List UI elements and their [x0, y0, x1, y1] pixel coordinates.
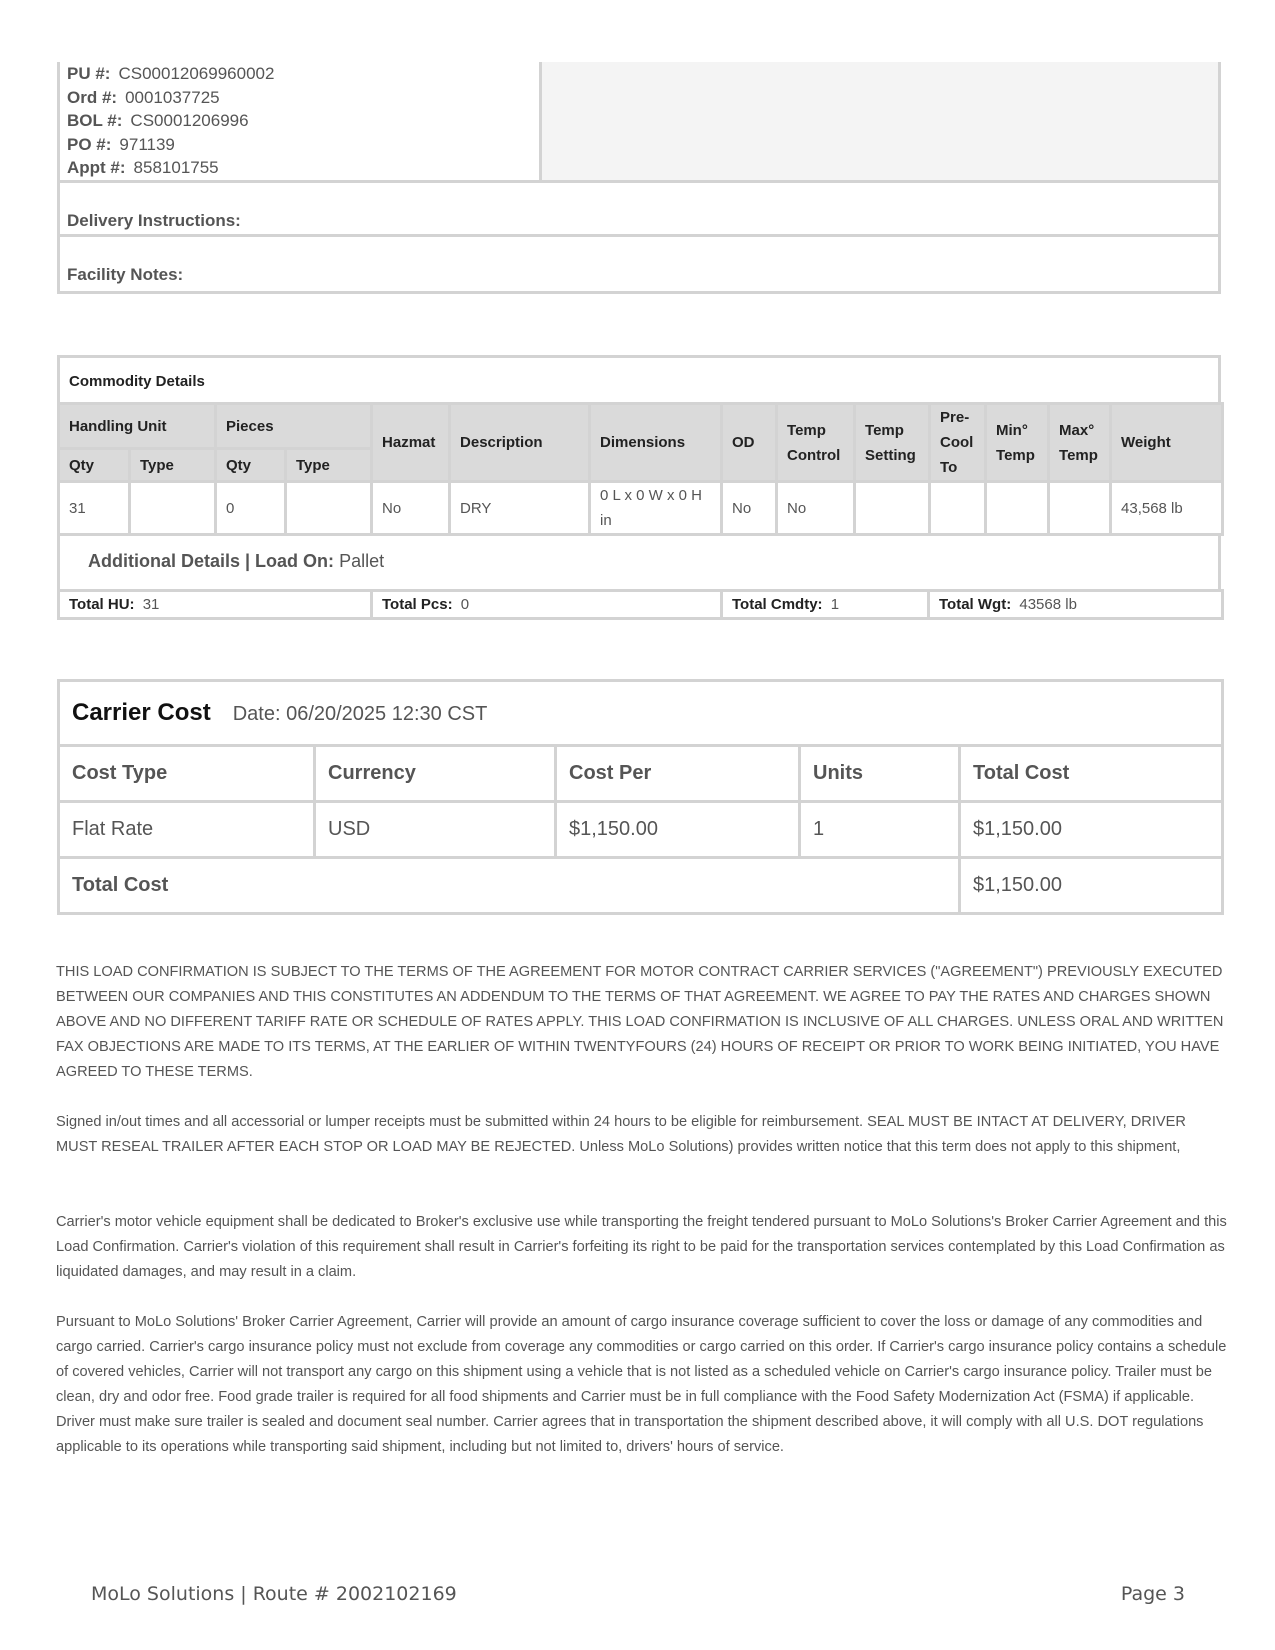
max-temp-header: Max° Temp — [1049, 404, 1111, 482]
divider — [57, 234, 1221, 237]
pcs-qty-header: Qty — [216, 449, 286, 482]
reference-po: PO #: 971139 — [67, 134, 175, 154]
hu-type-cell — [130, 482, 216, 535]
footer-page-number: Page 3 — [1120, 1583, 1185, 1605]
pcs-qty-cell: 0 — [216, 482, 286, 535]
od-header: OD — [722, 404, 777, 482]
od-cell: No — [722, 482, 777, 535]
hu-qty-cell: 31 — [59, 482, 130, 535]
total-cmdty: Total Cmdty: 1 — [722, 591, 929, 619]
temp-control-cell: No — [777, 482, 855, 535]
reference-divider — [539, 62, 542, 182]
dimensions-cell: 0 L x 0 W x 0 H in — [590, 482, 722, 535]
weight-cell: 43,568 lb — [1111, 482, 1223, 535]
pcs-type-header: Type — [286, 449, 372, 482]
total-cost-label: Total Cost — [59, 858, 960, 914]
load-on-value: Pallet — [339, 551, 385, 571]
additional-details — [57, 533, 1221, 591]
cost-per-cell: $1,150.00 — [556, 802, 800, 858]
cost-type-header: Cost Type — [59, 746, 315, 802]
delivery-instructions-label: Delivery Instructions: — [67, 211, 241, 230]
commodity-details-title: Commodity Details — [57, 355, 1221, 405]
carrier-cost-row — [59, 802, 1223, 858]
total-pcs: Total Pcs: 0 — [372, 591, 722, 619]
temp-setting-cell — [855, 482, 930, 535]
total-cost-header: Total Cost — [960, 746, 1223, 802]
pieces-header: Pieces — [216, 404, 372, 449]
units-cell: 1 — [800, 802, 960, 858]
reference-bol: BOL #: CS0001206996 — [67, 111, 249, 130]
temp-setting-header: Temp Setting — [855, 404, 930, 482]
reference-ord: Ord #: 0001037725 — [67, 87, 220, 107]
hu-qty-header: Qty — [59, 449, 130, 482]
currency-header: Currency — [315, 746, 556, 802]
pcs-type-cell — [286, 482, 372, 535]
handling-unit-header: Handling Unit — [59, 404, 216, 449]
cost-type-cell: Flat Rate — [59, 802, 315, 858]
terms-paragraph-equipment: Carrier's motor vehicle equipment shall be dedicated to Broker's exclusive use while transporting the freight tendered pursuant to MoLo Solutions's Broker Carrier Agreement and this Load Confirmation. Carrier's violation of this requirement shall result in Carrier's forfeiting its right to be paid for the transportation services contemplated by this Load Confirmation as liquidated damages, and may result in a claim. — [56, 1214, 1227, 1280]
units-header: Units — [800, 746, 960, 802]
carrier-cost-header-row — [59, 746, 1223, 802]
terms-paragraph-agreement: THIS LOAD CONFIRMATION IS SUBJECT TO THE TERMS OF THE AGREEMENT FOR MOTOR CONTRACT CARRIER SERVICES ("AGREEMENT") PREVIOUSLY EXECUTED BETWEEN OUR COMPANIES AND THIS CONSTITUTES AN ADDENDUM TO THE TERMS OF THAT AGREEMENT. WE AGREE TO PAY THE RATES AND CHARGES SHOWN ABOVE AND NO DIFFERENT TARIFF RATE OR SCHEDULE OF RATES APPLY. THIS LOAD CONFIRMATION IS INCLUSIVE OF ALL CHARGES. UNLESS ORAL AND WRITTEN FAX OBJECTIONS ARE MADE TO ITS TERMS, AT THE EARLIER OF WITHIN TWENTYFOURS (24) HOURS OF RECEIPT OR PRIOR TO WORK BEING INITIATED, YOU HAVE AGREED TO THESE TERMS. — [56, 964, 1224, 1080]
reference-appt: Appt #: 858101755 — [67, 158, 219, 177]
commodity-header-row — [59, 404, 1223, 449]
total-hu: Total HU: 31 — [59, 591, 372, 619]
pre-cool-to-cell — [930, 482, 986, 535]
currency-cell: USD — [315, 802, 556, 858]
totals-row — [59, 591, 1223, 619]
temp-control-header: Temp Control — [777, 404, 855, 482]
hazmat-header: Hazmat — [372, 404, 450, 482]
min-temp-header: Min° Temp — [986, 404, 1049, 482]
hu-type-header: Type — [130, 449, 216, 482]
carrier-cost-title: Carrier Cost — [72, 699, 211, 726]
divider — [57, 180, 1221, 183]
min-temp-cell — [986, 482, 1049, 535]
total-wgt: Total Wgt: 43568 lb — [929, 591, 1223, 619]
carrier-cost-total-row — [59, 858, 1223, 914]
pre-cool-to-header: Pre-Cool To — [930, 404, 986, 482]
reference-side-cell — [542, 62, 1218, 182]
description-cell: DRY — [450, 482, 590, 535]
additional-details-label: Additional Details | Load On: — [88, 551, 335, 571]
total-cost-cell: $1,150.00 — [960, 802, 1223, 858]
dimensions-header: Dimensions — [590, 404, 722, 482]
terms-paragraph-insurance: Pursuant to MoLo Solutions' Broker Carrier Agreement, Carrier will provide an amount of cargo insurance coverage sufficient to cover the loss or damage of any commodities and cargo carried. Carrier's cargo insurance policy must not exclude from coverage any commodities or cargo carried on this order. If Carrier's cargo insurance policy contains a schedule of covered vehicles, Carrier will not transport any cargo on this shipment using a vehicle that is not listed as a scheduled vehicle on Carrier's cargo insurance policy. Trailer must be clean, dry and odor free. Food grade trailer is required for all food shipments and Carrier must be in full compliance with the Food Safety Modernization Act (FSMA) if applicable. Driver must make sure trailer is sealed and document seal number. Carrier agrees that in transportation the shipment described above, it will comply with all U.S. DOT regulations applicable to its operations while transporting said shipment, including but not limited to, drivers' hours of service. — [56, 1314, 1227, 1455]
commodity-table — [57, 402, 1224, 536]
footer-route: MoLo Solutions | Route # 2002102169 — [91, 1583, 457, 1605]
reference-list — [67, 62, 274, 180]
cost-per-header: Cost Per — [556, 746, 800, 802]
carrier-cost-date: Date: 06/20/2025 12:30 CST — [232, 703, 488, 725]
weight-header: Weight — [1111, 404, 1223, 482]
commodity-row — [59, 482, 1223, 535]
hazmat-cell: No — [372, 482, 450, 535]
carrier-cost-title-row — [59, 681, 1223, 746]
description-header: Description — [450, 404, 590, 482]
max-temp-cell — [1049, 482, 1111, 535]
terms-paragraph-receipts: Signed in/out times and all accessorial or lumper receipts must be submitted within 24 hours to be eligible for reimbursement. SEAL MUST BE INTACT AT DELIVERY, DRIVER MUST RESEAL TRAILER AFTER EACH STOP OR LOAD MAY BE REJECTED. Unless MoLo Solutions) provides written notice that this term does not apply to this shipment, — [56, 1114, 1186, 1155]
total-cost-value: $1,150.00 — [960, 858, 1223, 914]
commodity-totals — [57, 589, 1224, 620]
carrier-cost-table — [57, 679, 1224, 915]
reference-pu: PU #: CS00012069960002 — [67, 64, 275, 83]
facility-notes-label: Facility Notes: — [67, 265, 184, 284]
